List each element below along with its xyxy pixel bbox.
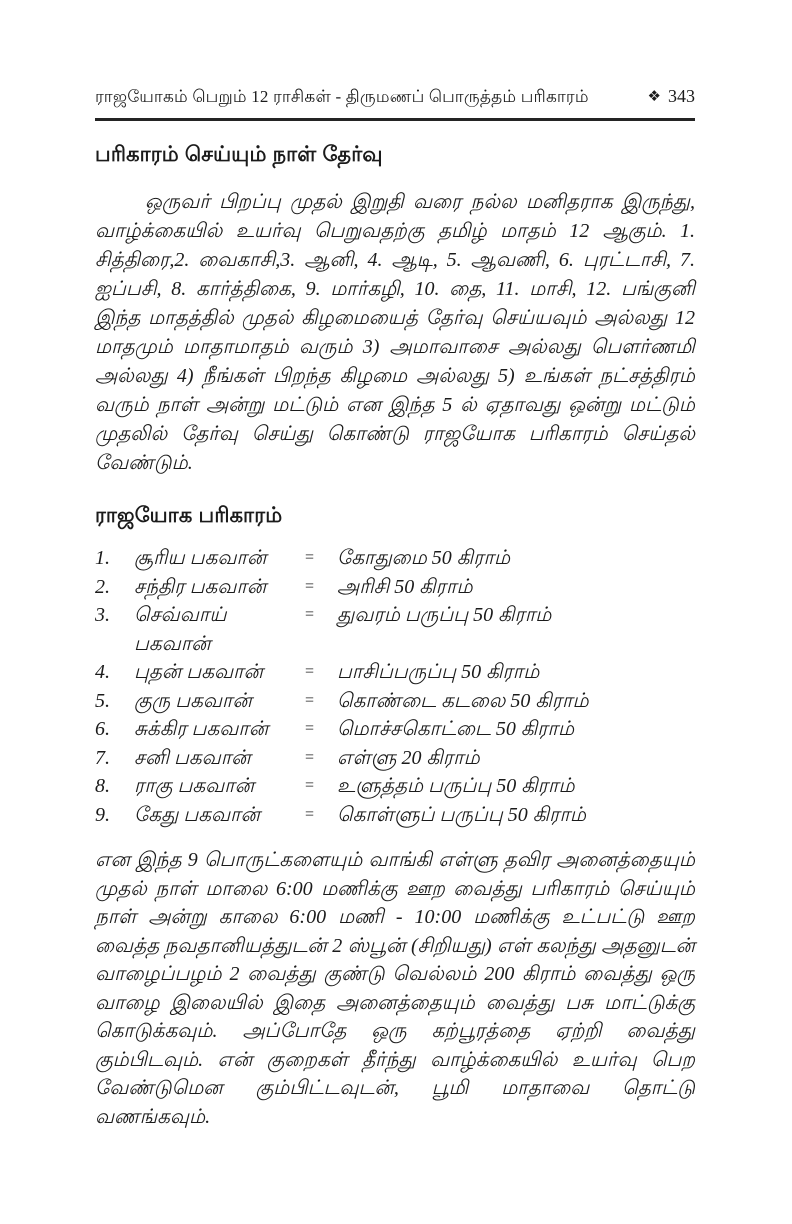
remedy-item (95, 601, 695, 658)
equals-sign: = (305, 691, 315, 709)
equals-sign: = (305, 606, 315, 623)
equals-sign: = (305, 748, 315, 766)
item-offering: கொள்ளுப் பருப்பு 50 கிராம் (337, 803, 586, 826)
item-deity: கேது பகவான் (134, 803, 260, 826)
item-offering: கொண்டை கடலை 50 கிராம் (337, 689, 589, 712)
item-offering: உளுத்தம் பருப்பு 50 கிராம் (337, 775, 575, 797)
item-number: 7. (95, 746, 110, 769)
item-number: 8. (95, 775, 110, 797)
page-number-group (648, 84, 695, 109)
remedy-item (95, 544, 695, 573)
equals-sign: = (305, 549, 315, 566)
item-offering: அரிசி 50 கிராம் (337, 575, 473, 598)
item-number: 4. (95, 661, 110, 683)
item-offering: எள்ளு 20 கிராம் (337, 746, 480, 769)
item-deity: சூரிய பகவான் (134, 547, 267, 569)
equals-sign: = (305, 577, 315, 595)
item-number: 5. (95, 689, 110, 712)
remedy-list (95, 544, 695, 829)
item-deity: செவ்வாய் பகவான் (134, 604, 227, 655)
item-deity: சந்திர பகவான் (134, 575, 267, 598)
item-number: 3. (95, 604, 110, 626)
item-offering: மொச்சகொட்டை 50 கிராம் (337, 718, 575, 740)
remedy-item (95, 772, 695, 801)
item-deity: சனி பகவான் (134, 746, 251, 769)
item-deity: சுக்கிர பகவான் (134, 718, 269, 740)
item-number: 9. (95, 803, 110, 826)
item-deity: குரு பகவான் (134, 689, 252, 712)
item-number: 2. (95, 575, 110, 598)
remedy-item (95, 658, 695, 687)
section-heading-day-selection: பரிகாரம் செய்யும் நாள் தேர்வு (95, 143, 383, 166)
remedy-item (95, 744, 695, 773)
running-header-title: ராஜயோகம் பெறும் 12 ராசிகள் - திருமணப் பொருத்தம் பரிகாரம் (95, 87, 589, 106)
remedy-item (95, 687, 695, 716)
equals-sign: = (305, 663, 315, 680)
equals-sign: = (305, 777, 315, 794)
item-number: 1. (95, 547, 110, 569)
item-offering: துவரம் பருப்பு 50 கிராம் (337, 604, 552, 626)
page-header (95, 84, 695, 109)
diamond-ornament-icon: ❖ (647, 87, 661, 105)
item-offering: கோதுமை 50 கிராம் (337, 547, 511, 569)
equals-sign: = (305, 805, 315, 823)
section-heading-remedy: ராஜயோக பரிகாரம் (95, 504, 283, 527)
day-selection-paragraph: ஒருவர் பிறப்பு முதல் இறுதி வரை நல்ல மனிதராக இருந்து, வாழ்க்கையில் உயர்வு பெறுவதற்கு தமிழ் மாதம் 12 ஆகும். 1. சித்திரை,2. வைகாசி,3. ஆனி, 4. ஆடி, 5. ஆவணி, 6. புரட்டாசி, 7. ஐப்பசி, 8. கார்த்திகை, 9. மார்கழி, 10. தை, 11. மாசி, 12. பங்குனி இந்த மாதத்தில் முதல் கிழமையைத் தேர்வு செய்யவும் அல்லது 12 மாதமும் மாதாமாதம் வரும் 3) அமாவாசை அல்லது பௌர்ணமி அல்லது 4) நீங்கள் பிறந்த கிழமை அல்லது 5) உங்கள் நட்சத்திரம் வரும் நாள் அன்று மட்டும் என இந்த 5 ல் ஏதாவது ஒன்று மட்டும் முதலில் தேர்வு செய்து கொண்டு ராஜயோக பரிகாரம் செய்தல் வேண்டும். (95, 191, 695, 474)
page-number: 343 (668, 86, 695, 106)
item-deity: புதன் பகவான் (134, 661, 263, 683)
item-offering: பாசிப்பருப்பு 50 கிராம் (337, 661, 540, 683)
remedy-closing-paragraph: என இந்த 9 பொருட்களையும் வாங்கி எள்ளு தவிர அனைத்தையும் முதல் நாள் மாலை 6:00 மணிக்கு ஊற வைத்து பரிகாரம் செய்யும் நாள் அன்று காலை 6:00 மணி - 10:00 மணிக்கு உட்பட்டு ஊற வைத்த நவதானியத்துடன் 2 ஸ்பூன் (சிறியது) எள் கலந்து அதனுடன் வாழைப்பழம் 2 வைத்து குண்டு வெல்லம் 200 கிராம் வைத்து ஒரு வாழை இலையில் இதை அனைத்தையும் வைத்து பசு மாட்டுக்கு கொடுக்கவும். அப்போதே ஒரு கற்பூரத்தை ஏற்றி வைத்து கும்பிடவும். என் குறைகள் தீர்ந்து வாழ்க்கையில் உயர்வு பெற வேண்டுமென கும்பிட்டவுடன், பூமி மாதாவை தொட்டு வணங்கவும். (95, 849, 695, 1128)
item-number: 6. (95, 718, 110, 740)
equals-sign: = (305, 720, 315, 737)
remedy-item (95, 801, 695, 830)
item-deity: ராகு பகவான் (134, 775, 255, 797)
remedy-item (95, 715, 695, 744)
header-rule (95, 118, 695, 121)
page-content (95, 84, 695, 1131)
remedy-item (95, 573, 695, 602)
